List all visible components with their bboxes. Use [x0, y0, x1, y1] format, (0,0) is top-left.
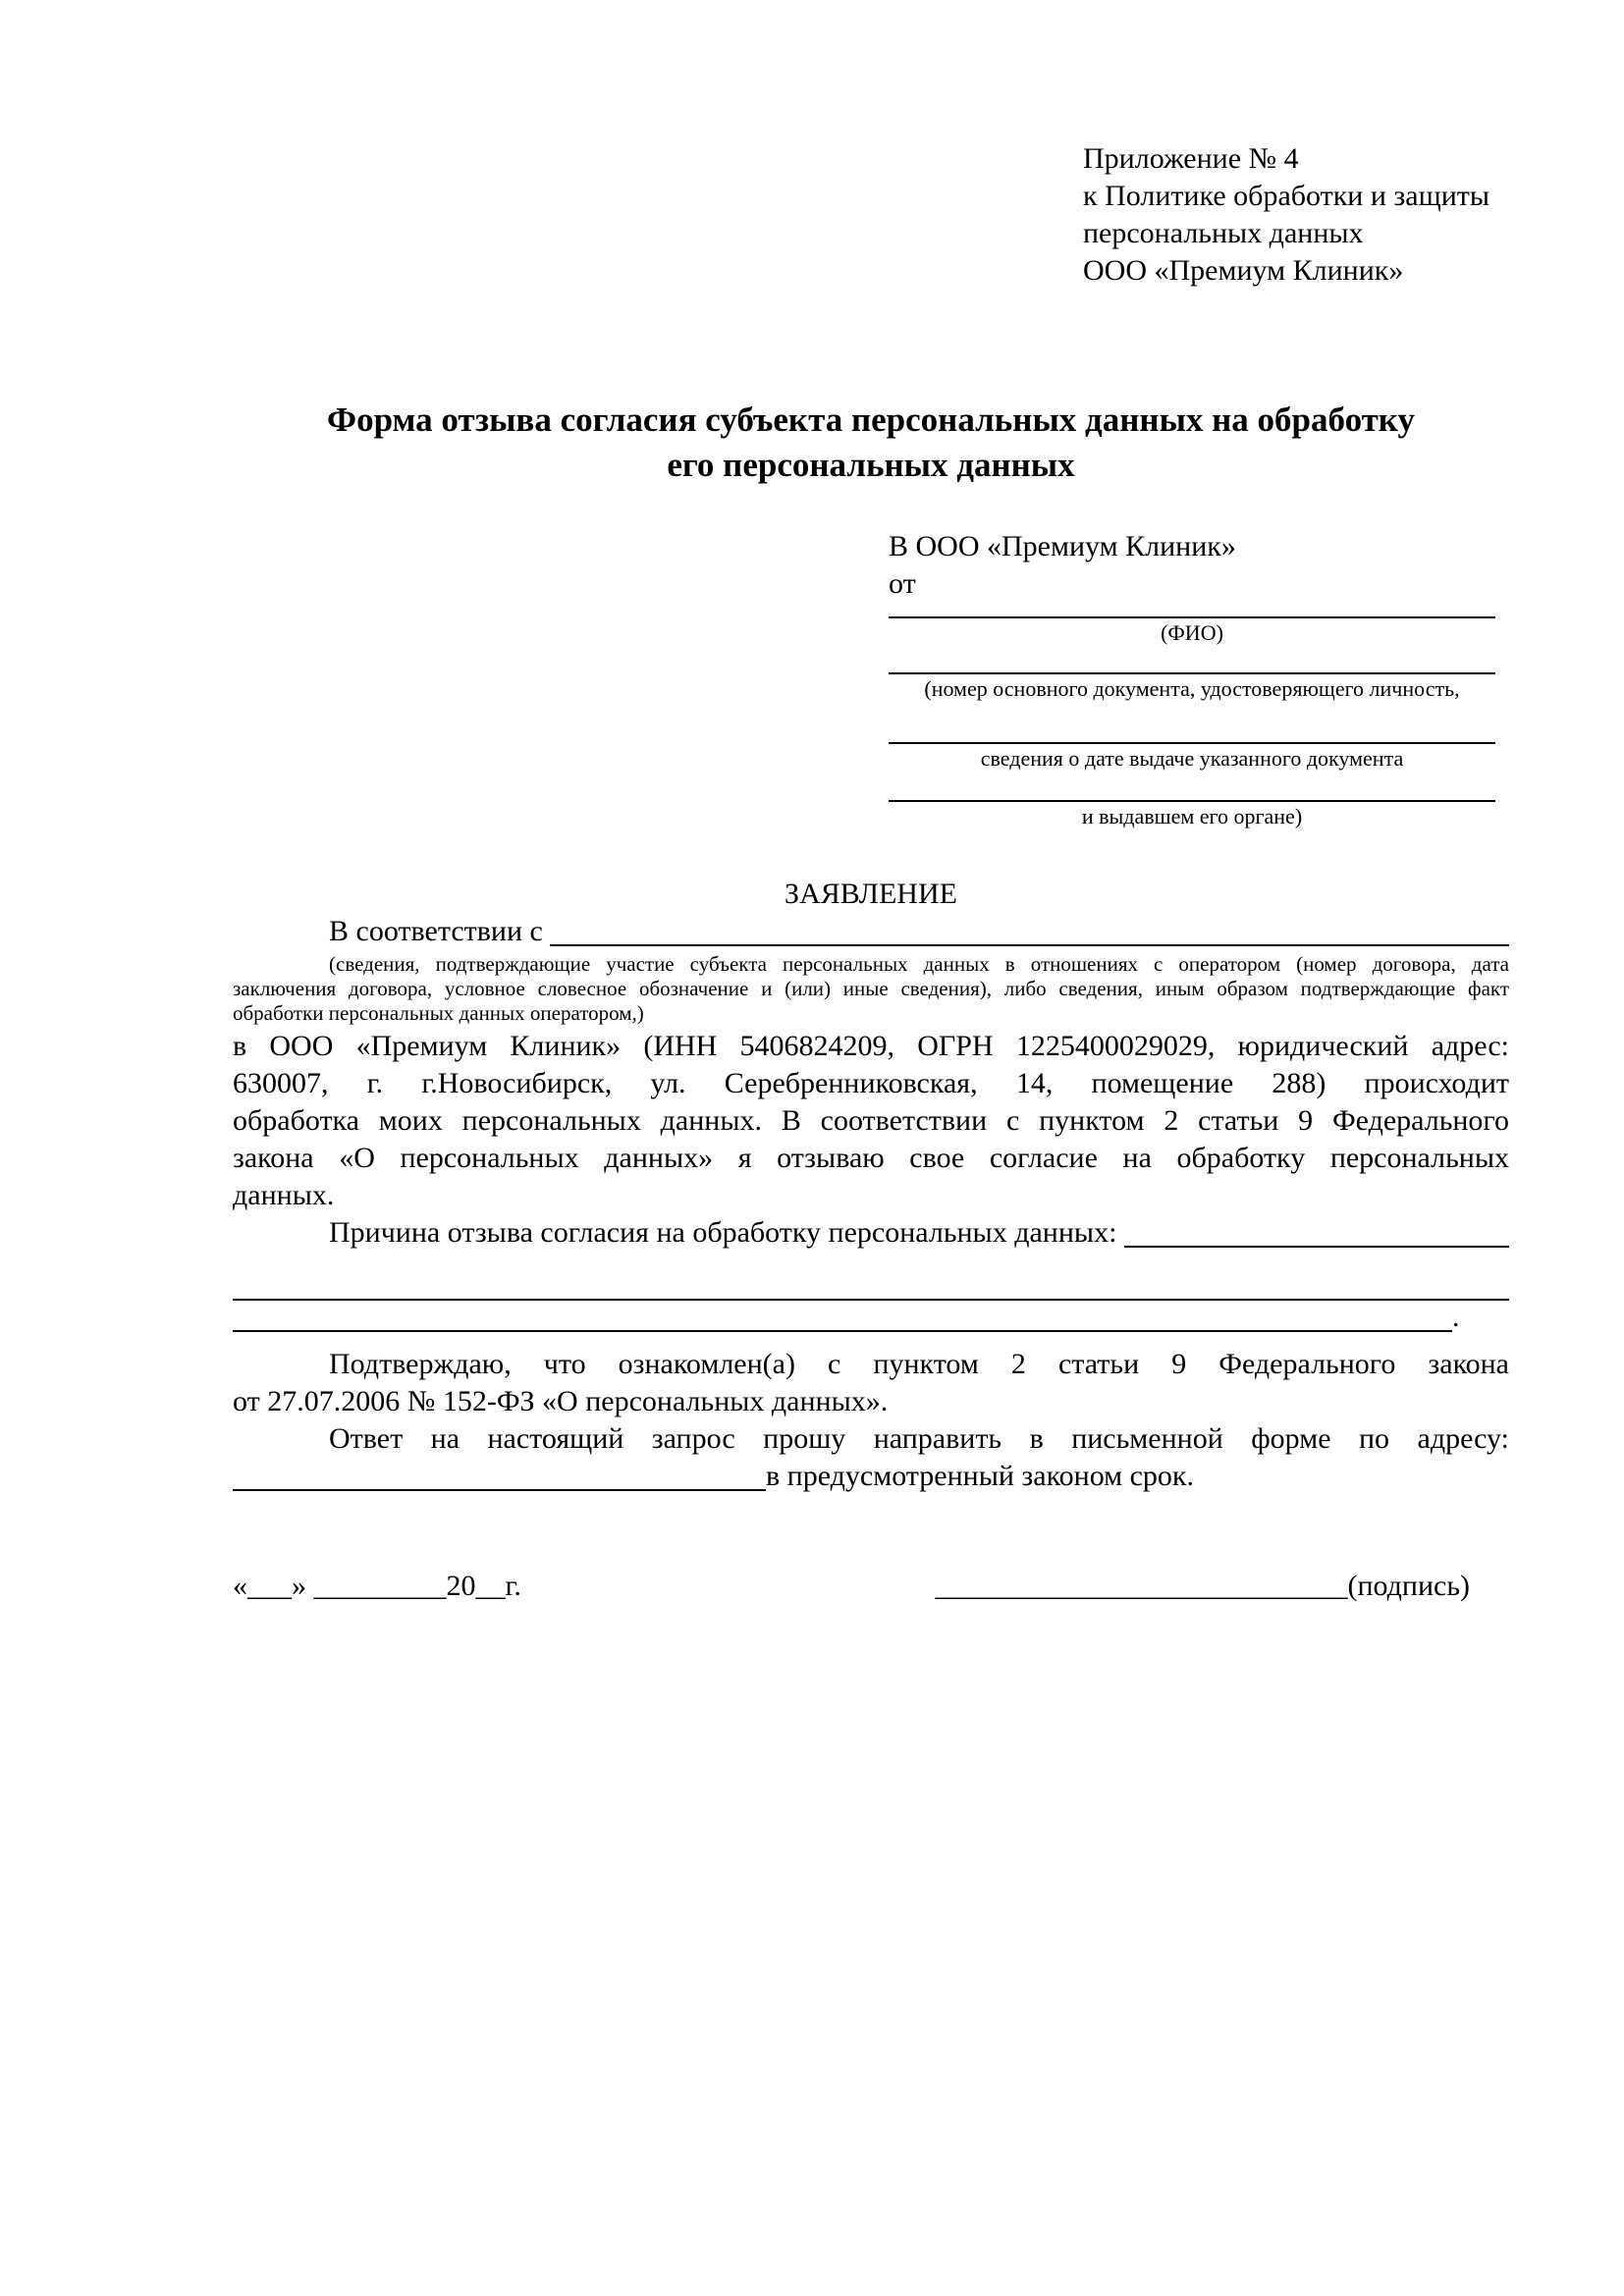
note-line: (сведения, подтверждающие участие субъекта персональных данных в отношениях с оператором (номер договора, дата: [329, 952, 1509, 976]
note-line: заключения договора, условное словесное обозначение и (или) иные сведения), либо сведения, иным образом подтверждающие факт: [233, 977, 1509, 1000]
reason-blank-line-3-row: [233, 1301, 1509, 1332]
addressee-from-line: от: [889, 567, 916, 600]
confirmation-line: от 27.07.2006 № 152-ФЗ «О персональных данных».: [233, 1385, 889, 1417]
date-signature-row: [233, 1568, 1509, 1605]
statement-body-line: в ООО «Премиум Клиник» (ИНН 5406824209, ОГРН 1225400029029, юридический адрес:: [233, 1030, 1509, 1062]
reason-row: [233, 1214, 1509, 1252]
reply-line: Ответ на настоящий запрос прошу направить в письменной форме по адресу:: [329, 1422, 1509, 1455]
issue-date-blank-line: [889, 700, 1495, 744]
statement-body-line: обработка моих персональных данных. В соответствии с пунктом 2 статьи 9 Федерального: [233, 1104, 1509, 1137]
addressee-block: [889, 528, 1495, 828]
reply-paragraph: [233, 1420, 1509, 1495]
signature-blank-line: ____________________________: [935, 1570, 1348, 1602]
statement-heading: ЗАЯВЛЕНИЕ: [785, 878, 957, 910]
intro-row: [233, 913, 1509, 950]
signature-caption: (подпись): [1347, 1570, 1470, 1602]
reason-blank-line: [1124, 1214, 1509, 1248]
confirmation-paragraph: [233, 1346, 1509, 1420]
document-title-line: его персональных данных: [667, 446, 1075, 484]
reason-blank-line-3: [233, 1301, 1452, 1332]
operator-relation-note: [233, 952, 1509, 1026]
appendix-note-line: ООО «Премиум Клиник»: [1083, 254, 1404, 287]
reason-label: Причина отзыва согласия на обработку персональных данных:: [329, 1216, 1124, 1249]
fio-caption: (ФИО): [1161, 620, 1223, 645]
issuing-authority-caption: и выдавшем его органе): [1081, 804, 1303, 828]
appendix-note: [1083, 140, 1509, 290]
appendix-note-line: к Политике обработки и защиты: [1083, 180, 1490, 212]
id-document-caption: (номер основного документа, удостоверяющего личность,: [924, 676, 1460, 701]
signature-group: [935, 1568, 1470, 1605]
appendix-note-line: Приложение № 4: [1083, 142, 1299, 175]
statement-body-line: закона «О персональных данных» я отзываю свое согласие на обработку персональных: [233, 1142, 1509, 1174]
date-blank: «___» _________20__г.: [233, 1570, 521, 1602]
reply-tail-text: в предусмотренный законом срок.: [766, 1460, 1194, 1492]
reason-blank-line-2: [233, 1252, 1509, 1301]
intro-text: В соответствии с: [329, 915, 551, 947]
document-title: [233, 398, 1509, 488]
confirmation-line: Подтверждаю, что ознакомлен(а) с пунктом 2 статьи 9 Федерального закона: [329, 1348, 1509, 1380]
id-document-blank-line: [889, 644, 1495, 674]
reply-address-row: [233, 1458, 1509, 1495]
statement-body-line: данных.: [233, 1179, 335, 1211]
statement-body-line: 630007, г. г.Новосибирск, ул. Серебренниковская, 14, помещение 288) происходит: [233, 1067, 1509, 1099]
document-title-line: Форма отзыва согласия субъекта персональных данных на обработку: [327, 400, 1415, 439]
reason-end-period: .: [1452, 1301, 1460, 1333]
intro-blank-line: [550, 913, 1509, 946]
issue-date-caption: сведения о дате выдаче указанного документа: [980, 746, 1404, 771]
addressee-to-line: В ООО «Премиум Клиник»: [889, 530, 1236, 562]
address-blank-line: [233, 1458, 766, 1491]
issuing-authority-blank-line: [889, 770, 1495, 802]
fio-blank-line: [889, 603, 1495, 618]
note-line: обработки персональных данных оператором,): [233, 1001, 644, 1025]
appendix-note-line: персональных данных: [1083, 217, 1364, 249]
statement-body: [233, 1028, 1509, 1214]
